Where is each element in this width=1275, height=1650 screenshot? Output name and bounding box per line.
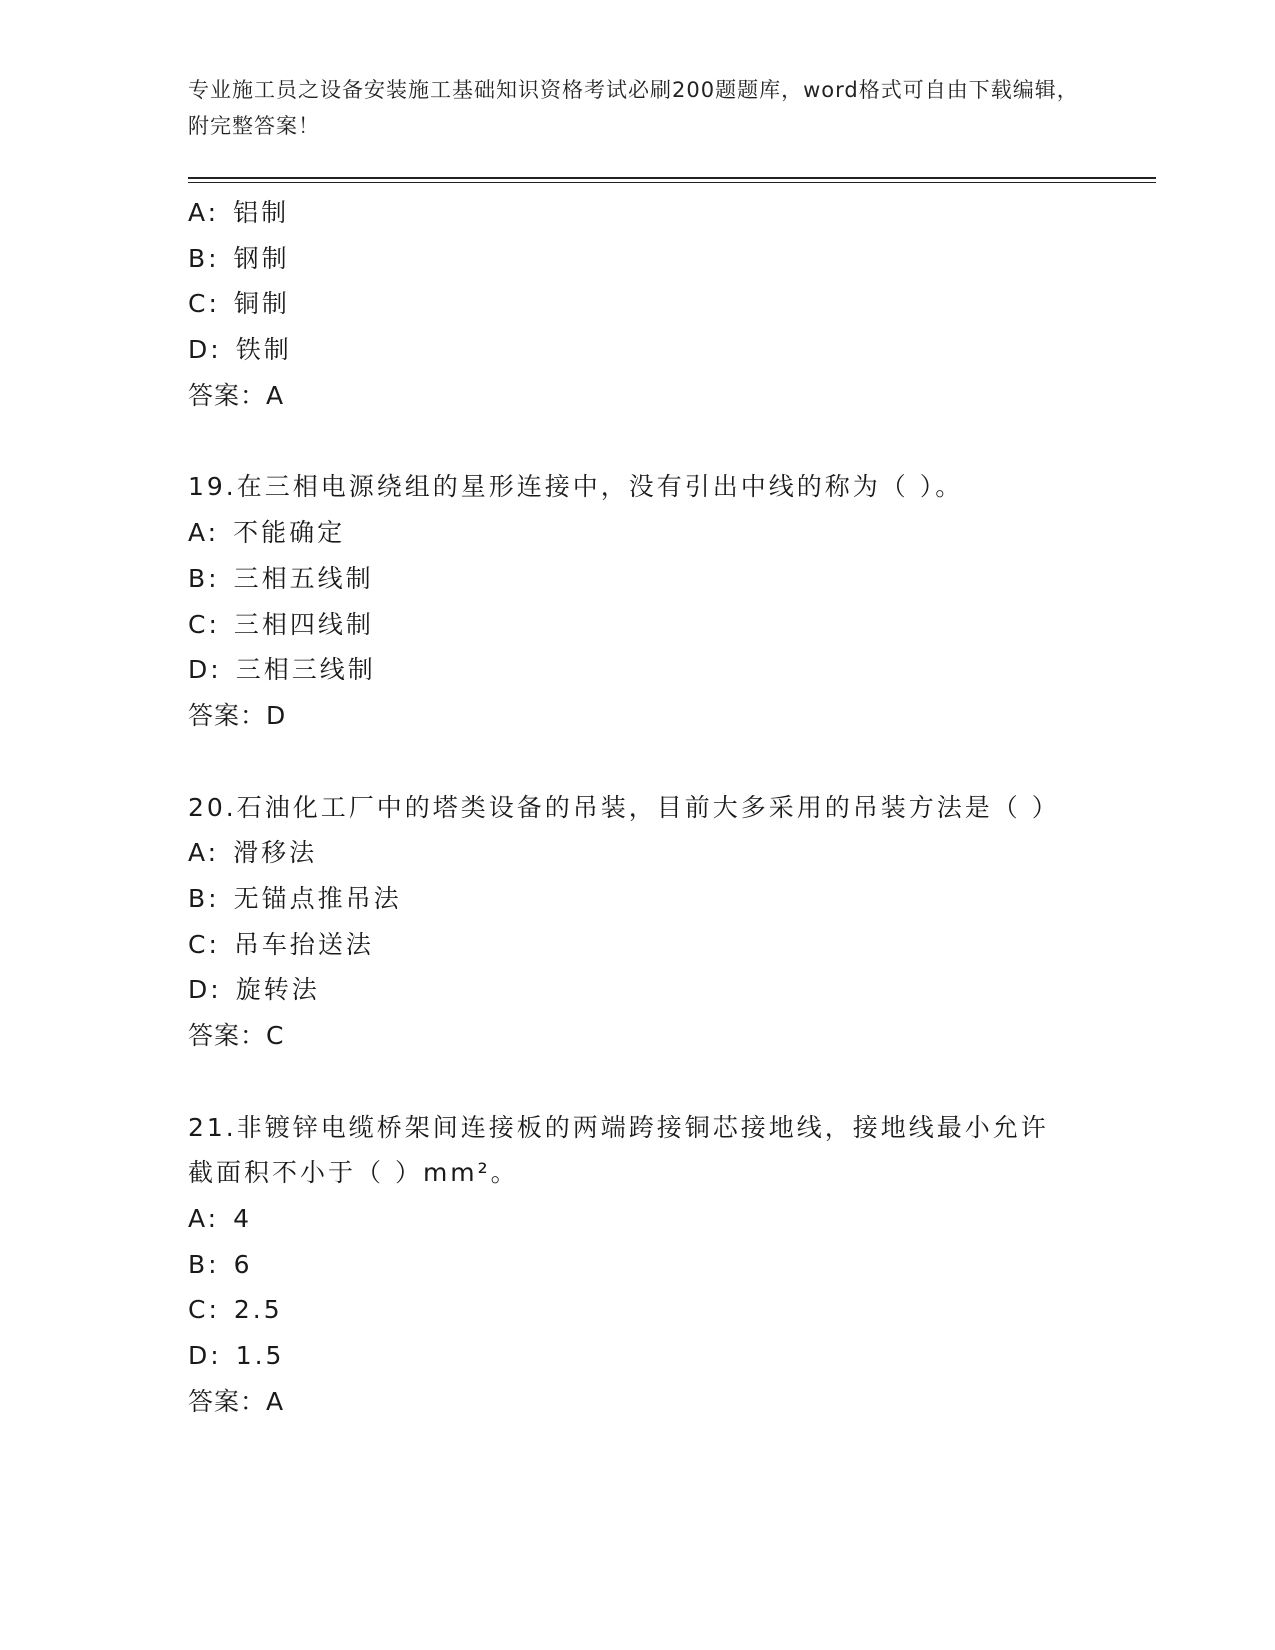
option-a — [188, 190, 1088, 236]
option-text: 铝制 — [233, 198, 290, 227]
answer-line: 答案：C — [188, 1021, 285, 1051]
option-c — [188, 602, 1088, 648]
option-letter: B: — [188, 883, 220, 913]
question-stem: 21.非镀锌电缆桥架间连接板的两端跨接铜芯接地线，接地线最小允许截面积不小于（ ）mm²。 — [188, 1112, 1049, 1188]
option-b — [188, 876, 1088, 922]
option-c — [188, 922, 1088, 968]
question-21 — [188, 1105, 1088, 1425]
option-letter: D: — [188, 1341, 222, 1371]
option-text: 吊车抬送法 — [233, 929, 374, 959]
option-text: 滑移法 — [233, 838, 318, 868]
option-b — [188, 556, 1088, 602]
question-18-continuation — [188, 190, 1088, 418]
option-text: 三相四线制 — [233, 609, 374, 639]
option-letter: D: — [188, 975, 222, 1005]
header-rule-thick — [188, 177, 1156, 179]
option-text: 旋转法 — [235, 975, 320, 1005]
option-letter: A: — [188, 518, 220, 548]
option-letter: A: — [188, 198, 220, 227]
spacer — [188, 1059, 1088, 1105]
question-19 — [188, 464, 1088, 738]
answer-line: 答案：A — [188, 1386, 285, 1416]
document-header: 专业施工员之设备安装施工基础知识资格考试必刷200题题库，word格式可自由下载编辑，附完整答案！ — [188, 78, 1079, 138]
option-letter: C: — [188, 609, 220, 639]
option-text: 三相五线制 — [233, 563, 374, 593]
option-letter: C: — [188, 289, 220, 319]
option-d — [188, 967, 1088, 1013]
option-text: 2.5 — [233, 1295, 283, 1325]
option-a — [188, 830, 1088, 876]
question-stem: 19.在三相电源绕组的星形连接中，没有引出中线的称为（ ）。 — [188, 472, 964, 502]
question-20 — [188, 785, 1088, 1059]
header-rule-thin — [188, 182, 1156, 183]
option-text: 三相三线制 — [235, 655, 376, 685]
option-text: 钢制 — [233, 243, 290, 273]
answer-line: 答案：D — [188, 700, 287, 730]
option-letter: C: — [188, 1295, 220, 1325]
option-letter: D: — [188, 335, 222, 365]
option-d — [188, 647, 1088, 693]
option-text: 4 — [233, 1204, 252, 1234]
option-letter: B: — [188, 243, 220, 273]
spacer — [188, 739, 1088, 785]
option-a — [188, 510, 1088, 556]
option-text: 无锚点推吊法 — [233, 883, 402, 913]
option-text: 不能确定 — [233, 518, 346, 548]
option-letter: C: — [188, 929, 220, 959]
option-text: 铁制 — [235, 335, 292, 365]
option-letter: B: — [188, 1249, 220, 1279]
question-stem: 20.石油化工厂中的塔类设备的吊装，目前大多采用的吊装方法是（ ） — [188, 792, 1060, 822]
option-letter: D: — [188, 655, 222, 685]
option-a — [188, 1196, 1088, 1242]
option-c — [188, 1287, 1088, 1333]
option-d — [188, 1333, 1088, 1379]
option-letter: B: — [188, 563, 220, 593]
option-b — [188, 1242, 1088, 1288]
option-text: 6 — [233, 1249, 253, 1279]
option-d — [188, 327, 1088, 373]
answer-line: 答案：A — [188, 380, 285, 410]
option-text: 1.5 — [235, 1341, 285, 1371]
option-text: 铜制 — [233, 289, 290, 319]
option-b — [188, 236, 1088, 282]
option-letter: A: — [188, 838, 220, 868]
option-letter: A: — [188, 1204, 220, 1234]
question-content — [188, 190, 1088, 1425]
option-c — [188, 281, 1088, 327]
spacer — [188, 418, 1088, 464]
